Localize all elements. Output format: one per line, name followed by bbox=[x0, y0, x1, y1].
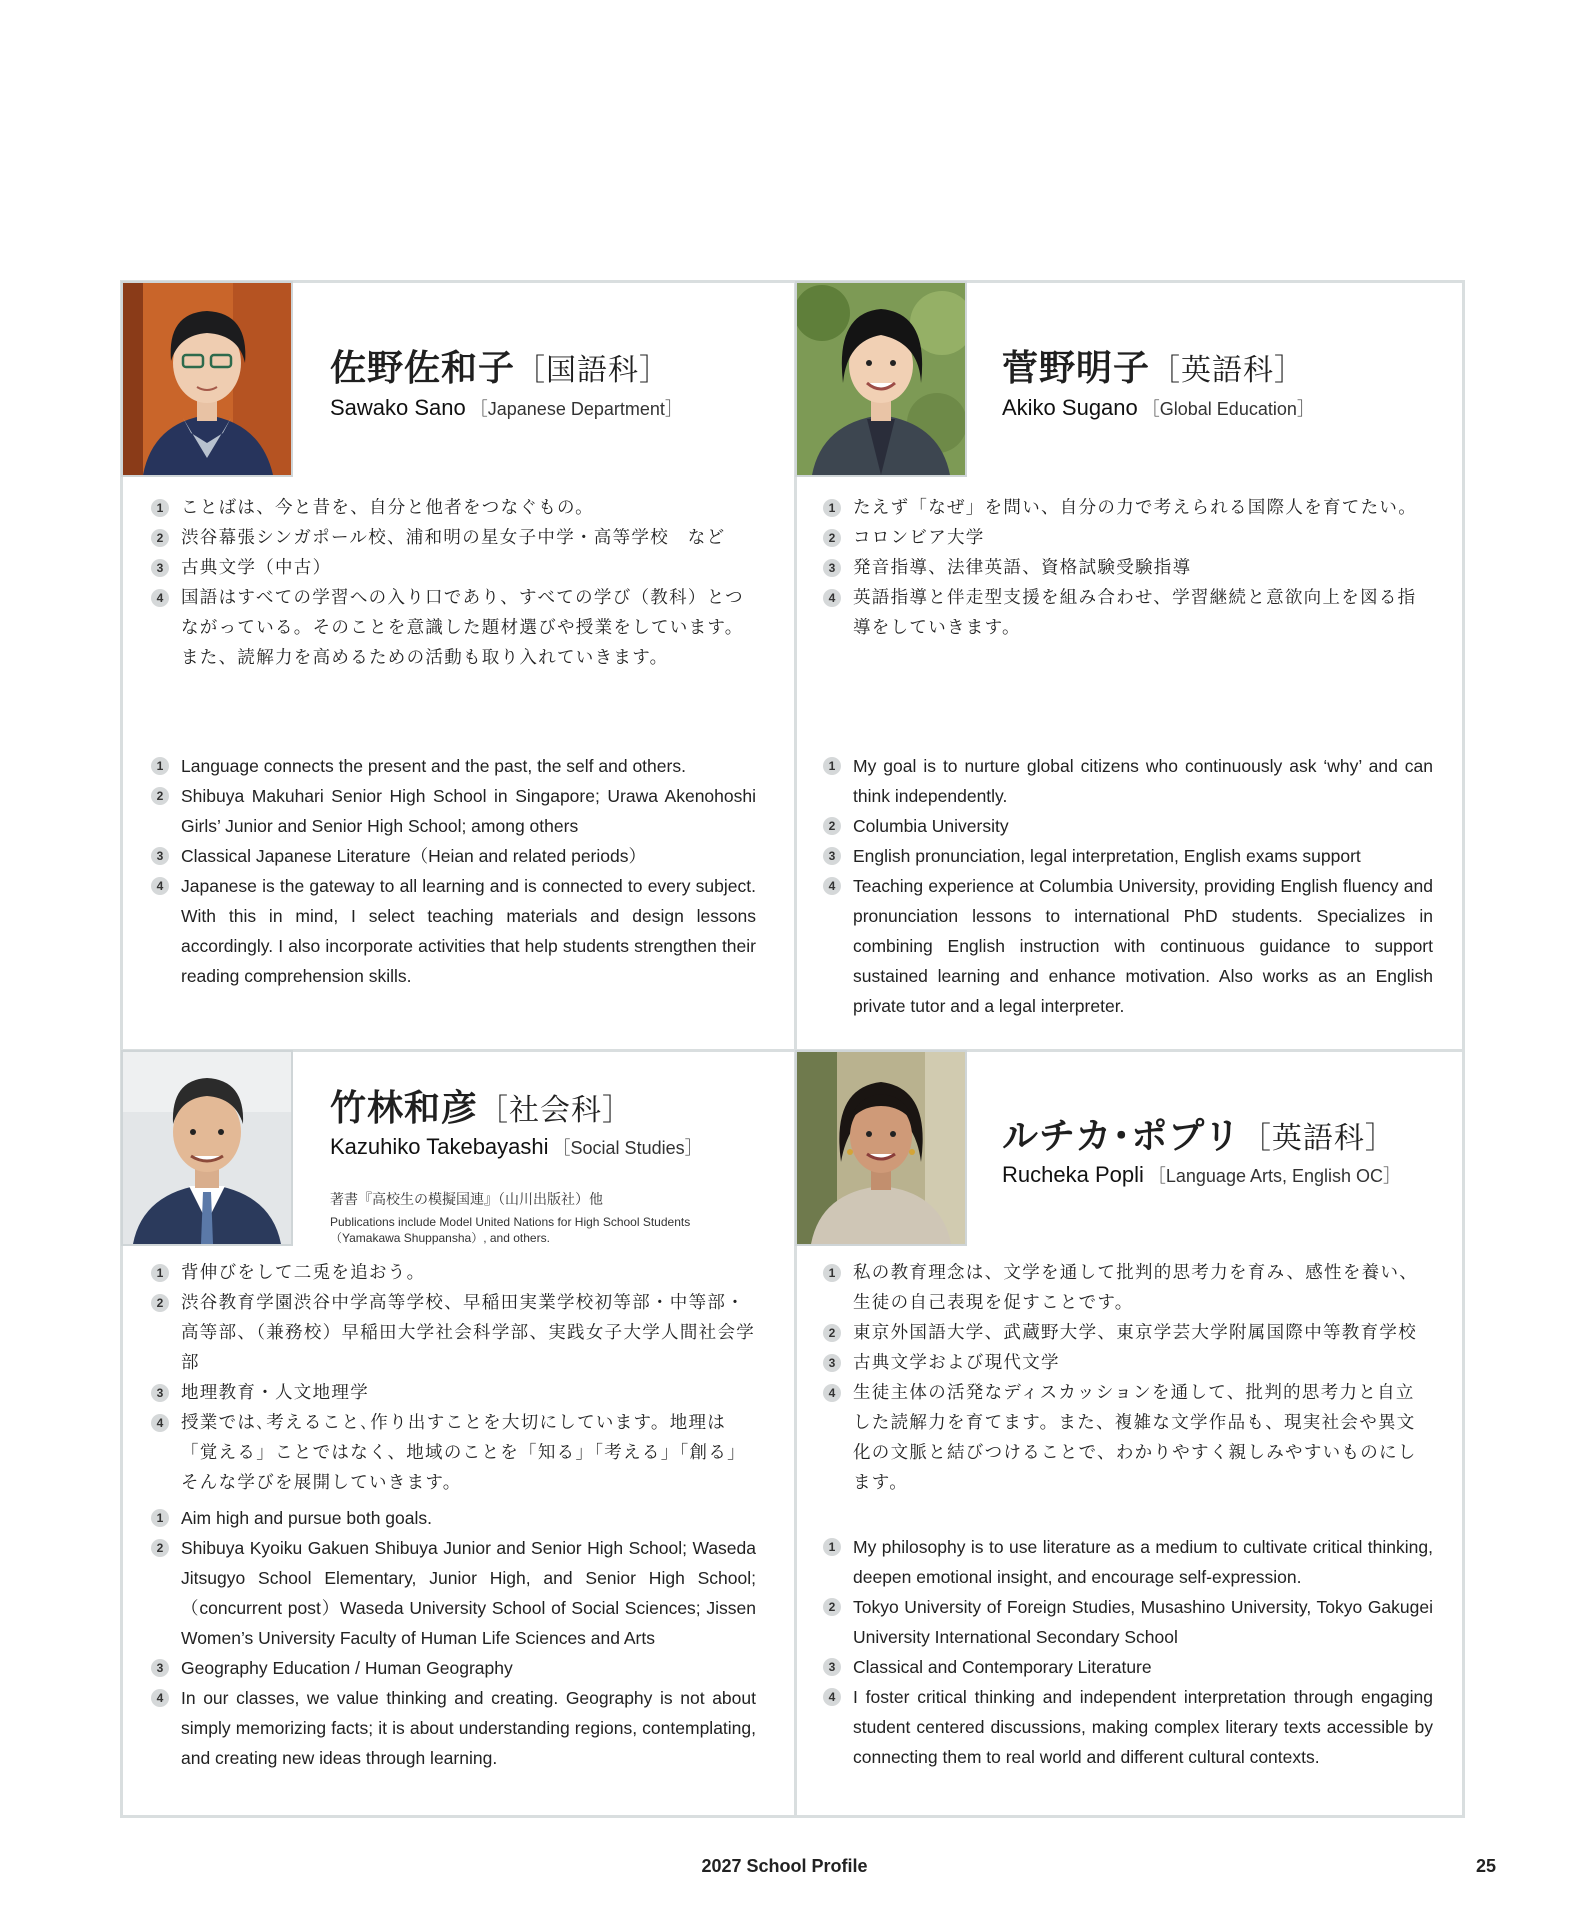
list-item: 1 My philosophy is to use literature as a medium to cultivate critical thinking, deepen emotional insight, and encourage self-expression. bbox=[823, 1532, 1433, 1592]
footer-title: 2027 School Profile bbox=[701, 1856, 868, 1876]
teacher-card-sugano bbox=[797, 283, 1462, 1049]
item-number-badge: 3 bbox=[823, 847, 841, 865]
teacher-dept-jp: ［国語科］ bbox=[515, 353, 671, 388]
list-item: 3 English pronunciation, legal interpretation, English exams support bbox=[823, 841, 1433, 871]
item-number-badge: 3 bbox=[823, 1354, 841, 1372]
teacher-dept-en: ［Social Studies］ bbox=[552, 1138, 703, 1158]
item-number-badge: 3 bbox=[823, 559, 841, 577]
item-number-badge: 1 bbox=[823, 1538, 841, 1556]
list-item: 3 発音指導、法律英語、資格試験受験指導 bbox=[823, 553, 1433, 583]
list-item: 4 授業では､考えること､作り出すことを大切にしています。地理は「覚える」ことではなく、地域のことを「知る」「考える」「創る」そんな学びを展開していきます。 bbox=[151, 1408, 756, 1498]
teacher-card-takebayashi bbox=[123, 1052, 794, 1815]
profile-grid bbox=[120, 280, 1465, 1818]
item-number-badge: 4 bbox=[823, 877, 841, 895]
item-number-badge: 2 bbox=[151, 787, 169, 805]
item-number-badge: 2 bbox=[151, 1294, 169, 1312]
item-number-badge: 1 bbox=[151, 499, 169, 517]
item-number-badge: 1 bbox=[823, 757, 841, 775]
list-item: 2 Shibuya Makuhari Senior High School in Singapore; Urawa Akenohoshi Girls’ Junior and Senior High School; among others bbox=[151, 781, 756, 841]
teacher-name-en: Akiko Sugano ［Global Education］ bbox=[1002, 395, 1315, 420]
teacher-card-sano bbox=[123, 283, 794, 1049]
item-number-badge: 1 bbox=[823, 499, 841, 517]
item-number-badge: 1 bbox=[151, 1509, 169, 1527]
item-number-badge: 2 bbox=[823, 529, 841, 547]
jp-answer-list bbox=[823, 1258, 1433, 1498]
teacher-card-popli bbox=[797, 1052, 1462, 1815]
item-number-badge: 3 bbox=[823, 1658, 841, 1676]
item-number-badge: 2 bbox=[823, 1598, 841, 1616]
item-number-badge: 1 bbox=[823, 1264, 841, 1282]
list-item: 3 古典文学（中古） bbox=[151, 553, 756, 583]
list-item: 3 地理教育・人文地理学 bbox=[151, 1378, 756, 1408]
publication-jp: 著書『高校生の模擬国連』（山川出版社）他 bbox=[330, 1192, 603, 1208]
list-item: 1 背伸びをして二兎を追おう。 bbox=[151, 1258, 756, 1288]
list-item: 1 My goal is to nurture global citizens who continuously ask ‘why’ and can think independently. bbox=[823, 751, 1433, 811]
list-item: 3 古典文学および現代文学 bbox=[823, 1348, 1433, 1378]
teacher-dept-jp: ［社会科］ bbox=[478, 1093, 634, 1128]
item-number-badge: 1 bbox=[151, 1264, 169, 1282]
list-item: 1 たえず「なぜ」を問い、自分の力で考えられる国際人を育てたい。 bbox=[823, 493, 1433, 523]
en-answer-list bbox=[823, 751, 1433, 1021]
list-item: 1 ことばは、今と昔を、自分と他者をつなぐもの。 bbox=[151, 493, 756, 523]
list-item: 4 生徒主体の活発なディスカッションを通して、批判的思考力と自立した読解力を育てます。また、複雑な文学作品も、現実社会や異文化の文脈と結びつけることで、わかりやすく親しみやすいものにします。 bbox=[823, 1378, 1433, 1498]
list-item: 1 私の教育理念は、文学を通して批判的思考力を育み、感性を養い、生徒の自己表現を促すことです。 bbox=[823, 1258, 1433, 1318]
jp-answer-list bbox=[151, 493, 756, 673]
en-answer-list bbox=[823, 1532, 1433, 1772]
teacher-name-jp: 菅野明子［英語科］ bbox=[1002, 348, 1306, 389]
teacher-name-jp: 佐野佐和子［国語科］ bbox=[330, 348, 671, 389]
list-item: 2 Columbia University bbox=[823, 811, 1433, 841]
item-number-badge: 3 bbox=[151, 1659, 169, 1677]
item-number-badge: 3 bbox=[151, 1384, 169, 1402]
item-number-badge: 3 bbox=[151, 847, 169, 865]
teacher-name-en: Sawako Sano ［Japanese Department］ bbox=[330, 395, 683, 420]
jp-answer-list bbox=[151, 1258, 756, 1498]
item-number-badge: 4 bbox=[151, 1689, 169, 1707]
list-item: 2 東京外国語大学、武蔵野大学、東京学芸大学附属国際中等教育学校 bbox=[823, 1318, 1433, 1348]
teacher-photo bbox=[797, 283, 965, 475]
list-item: 4 In our classes, we value thinking and creating. Geography is not about simply memorizing facts; it is about understanding regions, contemplating, and creating new ideas through learning. bbox=[151, 1683, 756, 1773]
teacher-dept-en: ［Global Education］ bbox=[1141, 399, 1315, 419]
list-item: 4 I foster critical thinking and independent interpretation through engaging student centered discussions, making complex literary texts accessible by connecting them to real world and different cultural contexts. bbox=[823, 1682, 1433, 1772]
list-item: 4 国語はすべての学習への入り口であり、すべての学び（教科）とつながっている。そのことを意識した題材選びや授業をしています。また、読解力を高めるための活動も取り入れていきます。 bbox=[151, 583, 756, 673]
item-number-badge: 2 bbox=[151, 529, 169, 547]
item-number-badge: 4 bbox=[823, 1384, 841, 1402]
item-number-badge: 4 bbox=[823, 589, 841, 607]
list-item: 2 Tokyo University of Foreign Studies, Musashino University, Tokyo Gakugei University International Secondary School bbox=[823, 1592, 1433, 1652]
list-item: 1 Aim high and pursue both goals. bbox=[151, 1503, 756, 1533]
item-number-badge: 2 bbox=[823, 1324, 841, 1342]
en-answer-list bbox=[151, 751, 756, 991]
list-item: 2 渋谷教育学園渋谷中学高等学校、早稲田実業学校初等部・中等部・高等部、（兼務校）早稲田大学社会科学部、実践女子大学人間社会学部 bbox=[151, 1288, 756, 1378]
teacher-name-jp: 竹林和彦［社会科］ bbox=[330, 1088, 634, 1129]
page-number: 25 bbox=[1475, 1856, 1496, 1876]
teacher-photo bbox=[797, 1052, 965, 1244]
teacher-dept-jp: ［英語科］ bbox=[1150, 353, 1306, 388]
list-item: 3 Geography Education / Human Geography bbox=[151, 1653, 756, 1683]
teacher-name-jp: ルチカ･ポプリ［英語科］ bbox=[1002, 1116, 1396, 1157]
list-item: 4 Japanese is the gateway to all learning and is connected to every subject. With this in mind, I select teaching materials and design lessons accordingly. I also incorporate activities that help students strengthen their reading comprehension skills. bbox=[151, 871, 756, 991]
en-answer-list bbox=[151, 1503, 756, 1773]
item-number-badge: 4 bbox=[151, 589, 169, 607]
list-item: 1 Language connects the present and the past, the self and others. bbox=[151, 751, 756, 781]
teacher-photo bbox=[123, 283, 291, 475]
item-number-badge: 1 bbox=[151, 757, 169, 775]
teacher-dept-jp: ［英語科］ bbox=[1240, 1121, 1396, 1156]
item-number-badge: 2 bbox=[151, 1539, 169, 1557]
publication-en: Publications include Model United Nations for High School Students（Yamakawa Shuppansha）, and others. bbox=[330, 1215, 691, 1245]
item-number-badge: 3 bbox=[151, 559, 169, 577]
item-number-badge: 4 bbox=[151, 877, 169, 895]
item-number-badge: 2 bbox=[823, 817, 841, 835]
list-item: 3 Classical and Contemporary Literature bbox=[823, 1652, 1433, 1682]
list-item: 3 Classical Japanese Literature（Heian and related periods） bbox=[151, 841, 756, 871]
teacher-dept-en: ［Language Arts, English OC］ bbox=[1147, 1166, 1402, 1186]
list-item: 2 Shibuya Kyoiku Gakuen Shibuya Junior and Senior High School; Waseda Jitsugyo School Elementary, Junior High, and Senior High School;（concurrent post）Waseda University School of Social Sciences; Jissen Women’s University Faculty of Human Life Sciences and Arts bbox=[151, 1533, 756, 1653]
jp-answer-list bbox=[823, 493, 1433, 643]
list-item: 4 Teaching experience at Columbia University, providing English fluency and pronunciation lessons to international PhD students. Specializes in combining English instruction with continuous guidance to support sustained learning and enhance motivation. Also works as an English private tutor and a legal interpreter. bbox=[823, 871, 1433, 1021]
list-item: 4 英語指導と伴走型支援を組み合わせ、学習継続と意欲向上を図る指導をしていきます。 bbox=[823, 583, 1433, 643]
teacher-name-en: Kazuhiko Takebayashi ［Social Studies］ bbox=[330, 1134, 703, 1159]
item-number-badge: 4 bbox=[823, 1688, 841, 1706]
teacher-dept-en: ［Japanese Department］ bbox=[469, 399, 683, 419]
teacher-photo bbox=[123, 1052, 291, 1244]
item-number-badge: 4 bbox=[151, 1414, 169, 1432]
list-item: 2 コロンビア大学 bbox=[823, 523, 1433, 553]
teacher-name-en: Rucheka Popli ［Language Arts, English OC］ bbox=[1002, 1162, 1402, 1187]
list-item: 2 渋谷幕張シンガポール校、浦和明の星女子中学・高等学校 など bbox=[151, 523, 756, 553]
